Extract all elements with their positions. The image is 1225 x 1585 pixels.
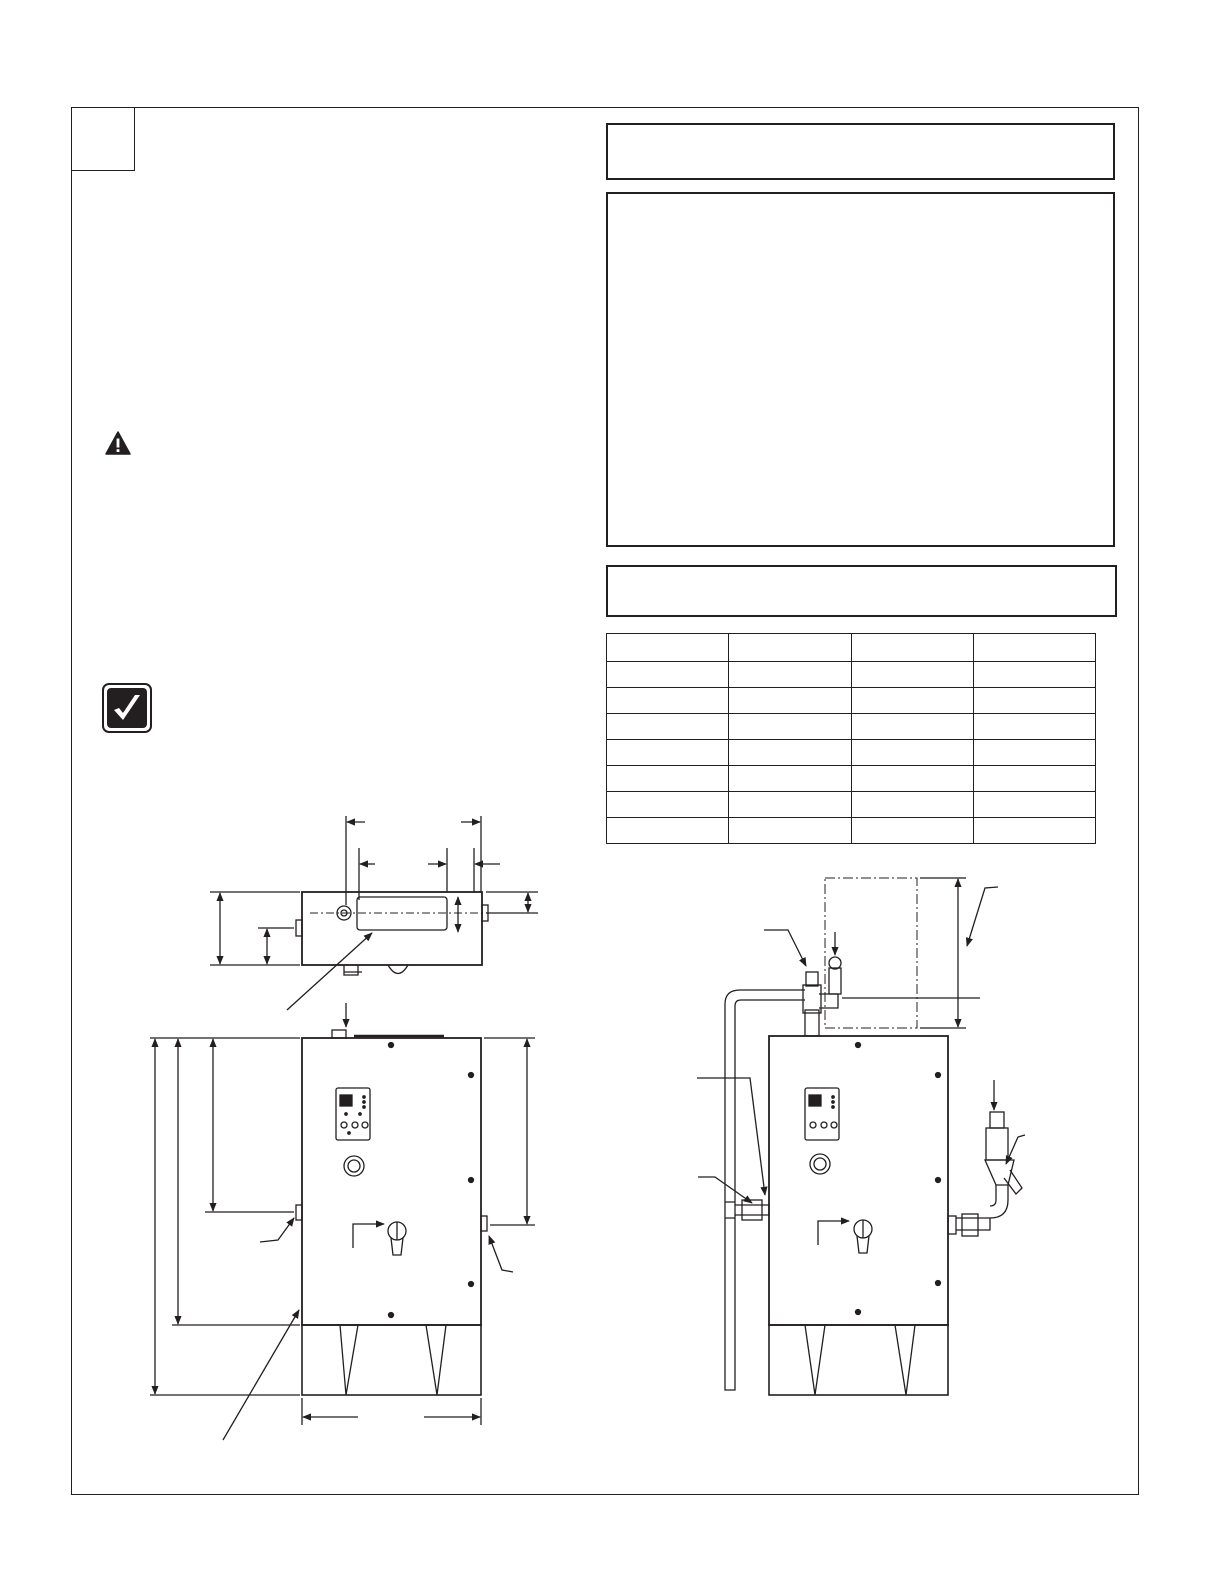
checkbox-checked-icon — [102, 683, 152, 733]
table-cell — [729, 818, 851, 844]
table-cell — [729, 688, 851, 714]
table-row — [607, 634, 1096, 662]
table-cell — [729, 766, 851, 792]
warning-triangle-icon — [105, 431, 131, 455]
table-header-cell — [973, 634, 1095, 662]
table-cell — [607, 662, 729, 688]
table-row — [607, 740, 1096, 766]
table-cell — [851, 766, 973, 792]
table-cell — [607, 766, 729, 792]
table-cell — [607, 740, 729, 766]
step-number-box — [71, 107, 135, 171]
table-cell — [973, 766, 1095, 792]
table-row — [607, 818, 1096, 844]
table-header-cell — [729, 634, 851, 662]
spec-table — [606, 633, 1096, 844]
table-cell — [851, 662, 973, 688]
table-row — [607, 766, 1096, 792]
table-header-cell — [851, 634, 973, 662]
table-cell — [607, 818, 729, 844]
section-header-1 — [606, 123, 1115, 180]
table-cell — [973, 662, 1095, 688]
table-cell — [973, 740, 1095, 766]
table-row — [607, 688, 1096, 714]
table-cell — [973, 714, 1095, 740]
table-cell — [729, 792, 851, 818]
table-cell — [851, 688, 973, 714]
table-row — [607, 714, 1096, 740]
table-cell — [729, 714, 851, 740]
section-header-2 — [606, 565, 1117, 617]
table-cell — [973, 818, 1095, 844]
table-cell — [851, 740, 973, 766]
table-header-cell — [607, 634, 729, 662]
table-cell — [607, 688, 729, 714]
table-cell — [851, 714, 973, 740]
table-cell — [607, 792, 729, 818]
table-cell — [729, 662, 851, 688]
table-cell — [851, 792, 973, 818]
table-cell — [973, 688, 1095, 714]
table-row — [607, 792, 1096, 818]
table-cell — [607, 714, 729, 740]
table-cell — [973, 792, 1095, 818]
note-box — [606, 192, 1115, 547]
table-row — [607, 662, 1096, 688]
table-cell — [851, 818, 973, 844]
table-cell — [729, 740, 851, 766]
